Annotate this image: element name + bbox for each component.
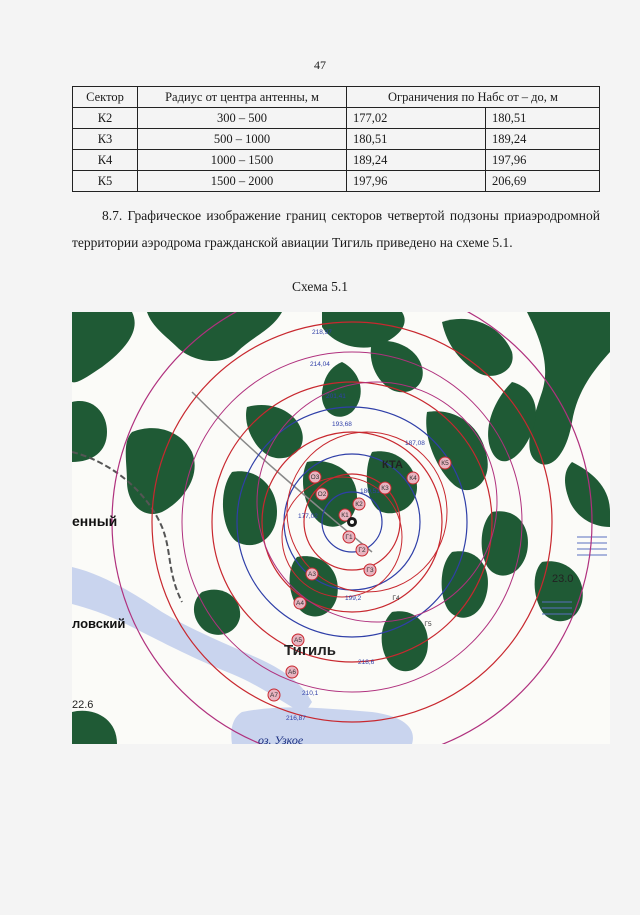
ring-value: 180,51 [360,488,380,495]
label-a4: А4 [296,600,304,607]
label-g3: Г3 [366,567,374,574]
ring-value: 199,2 [345,595,362,602]
airport-icon [347,517,357,527]
table-header-row [73,87,600,108]
cell-sector: К5 [73,171,138,192]
label-g1: Г1 [345,534,353,541]
cell-limit-from: 180,51 [347,129,486,150]
right-number: 23.0 [552,573,574,585]
table-row [73,150,600,171]
cell-limit-to: 189,24 [486,129,600,150]
ring-value: 218,97 [312,329,332,336]
ring-value: 193,68 [332,421,352,428]
ring-value: 216,87 [286,715,306,722]
left-label-1: енный [72,513,118,529]
ring-value: 187,08 [405,440,425,447]
cell-radius: 1000 – 1500 [138,150,347,171]
cell-limit-from: 177,02 [347,108,486,129]
label-k1: К1 [341,512,349,519]
cell-radius: 500 – 1000 [138,129,347,150]
forest-areas [72,312,610,744]
cell-sector: К2 [73,108,138,129]
place-label: КТА [382,459,403,471]
table-row [73,171,600,192]
label-k3: К3 [381,485,389,492]
left-label-2: ловский [72,616,126,631]
ring-value: 210,1 [302,690,319,697]
cell-limit-to: 197,96 [486,150,600,171]
ring-value: 218,6 [358,659,375,666]
cell-limit-to: 180,51 [486,108,600,129]
label-k4: К4 [409,475,417,482]
label-g2: Г2 [358,547,366,554]
scheme-caption: Схема 5.1 [291,279,349,294]
label-g5: Г5 [424,621,432,628]
label-a7: А7 [270,692,278,699]
body-paragraph: 8.7. Графическое изображение границ секторов четвертой подзоны приаэродромной территории аэродрома гражданской авиации Тигиль приведено на схеме 5.1. [72,208,600,250]
ring-value: 177,02 [298,513,318,520]
lake-label: оз. Узкое [258,733,304,744]
label-a3: А3 [308,571,316,578]
label-k5: К5 [441,460,449,467]
label-k2: К2 [355,501,363,508]
table-row [73,108,600,129]
left-number: 22.6 [72,699,94,711]
page-number: 47 [314,58,326,72]
cell-limit-to: 206,69 [486,171,600,192]
label-o2: О2 [317,491,327,498]
cell-limit-from: 189,24 [347,150,486,171]
column-header-limits: Ограничения по Набс от – до, м [347,87,600,108]
table-row [73,129,600,150]
cell-radius: 1500 – 2000 [138,171,347,192]
cell-sector: К4 [73,150,138,171]
ring-value: 201,41 [326,393,346,400]
label-a5: А5 [294,637,302,644]
town-label: Тигиль [284,642,337,659]
label-a6: А6 [288,669,296,676]
scheme-map [72,312,610,744]
cell-radius: 300 – 500 [138,108,347,129]
cell-limit-from: 197,96 [347,171,486,192]
label-o3: О3 [310,474,320,481]
sector-table [72,86,600,192]
map-canvas [72,312,610,744]
ring-value: 214,04 [310,361,330,368]
column-header-radius: Радиус от центра антенны, м [138,87,347,108]
column-header-sector: Сектор [73,87,138,108]
cell-sector: К3 [73,129,138,150]
label-g4: Г4 [392,595,400,602]
